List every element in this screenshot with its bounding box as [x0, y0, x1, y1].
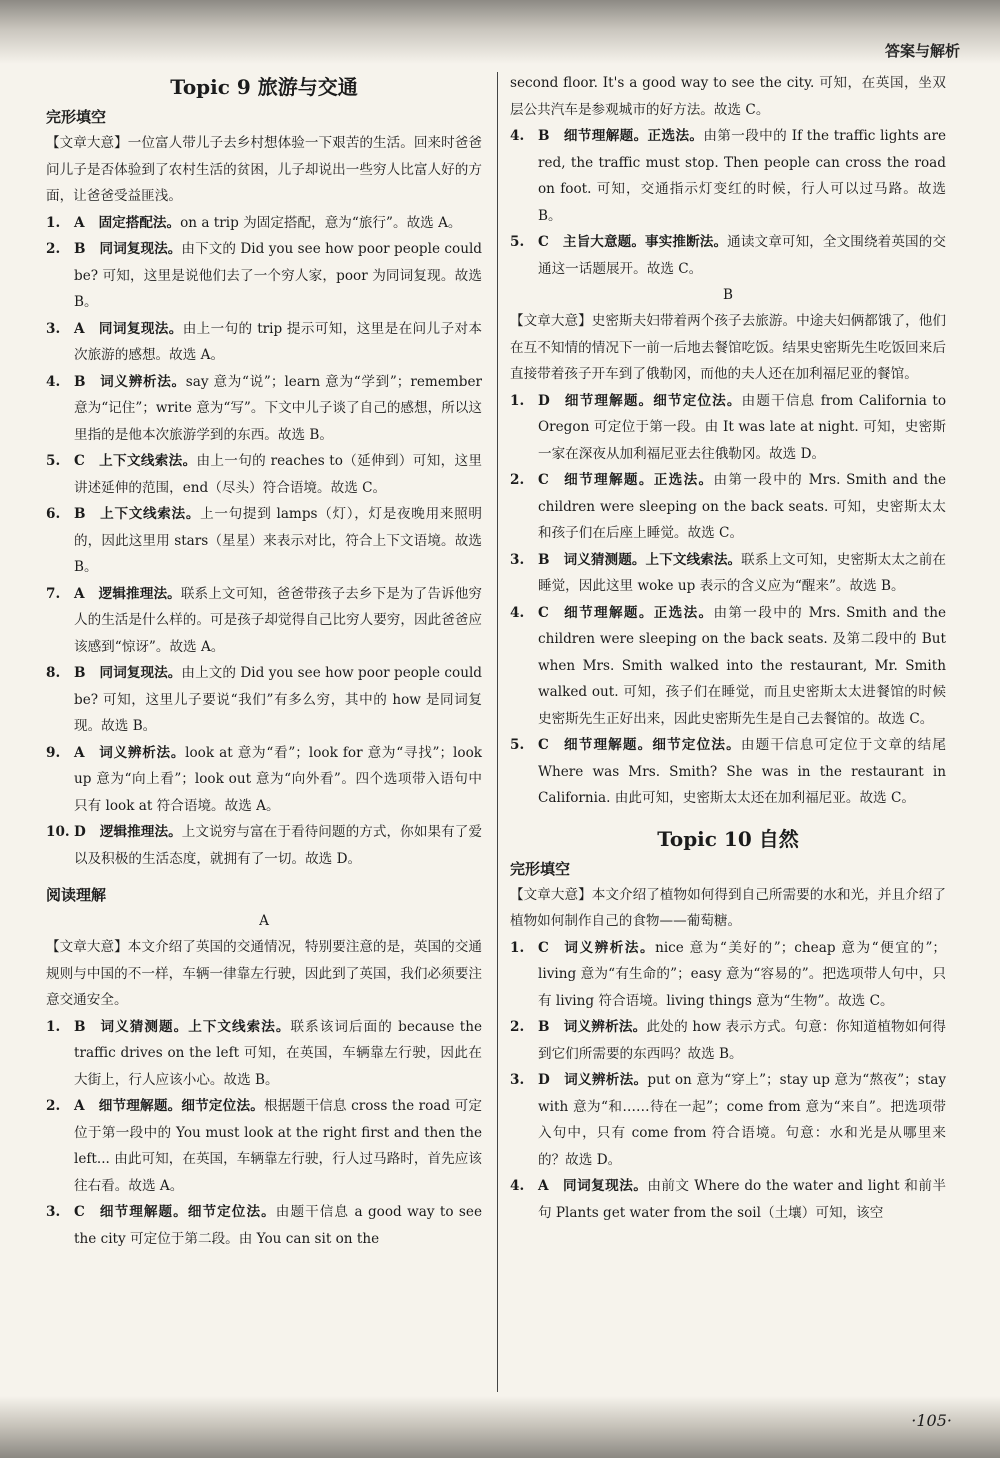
method-label: 逻辑推理法。 — [99, 824, 182, 840]
answer-item — [46, 316, 482, 369]
reading-label: 阅读理解 — [46, 886, 107, 904]
method-label: 词义辨析法。 — [99, 373, 186, 390]
method-label: 词义辨析法。 — [563, 1019, 647, 1035]
continued-explanation: second floor. It's a good way to see the city. 可知，在英国，坐双层公共汽车是参观城市的好方法。故选 C。 — [510, 75, 946, 118]
item-body — [538, 229, 946, 282]
answer-item — [510, 732, 946, 812]
answer-item — [46, 369, 482, 449]
answer-letter: B — [74, 506, 86, 522]
explanation-text: 由上一句的 trip 提示可知，这里是在问儿子对本次旅游的感想。故选 A。 — [74, 320, 482, 363]
answer-letter: C — [538, 737, 549, 753]
item-number: 4. — [510, 128, 525, 144]
item-body — [74, 819, 482, 872]
method-label: 固定搭配法。 — [98, 214, 181, 231]
answer-item — [46, 1199, 482, 1252]
explanation-text: 由下文的 Did you see how poor people could be? 可知，这里是说他们去了一个穷人家，poor 为同词复现。故选 B。 — [74, 241, 483, 310]
method-label: 词义辨析法。 — [562, 939, 656, 956]
explanation-text: nice 意为“美好的”；cheap 意为“便宜的”；living 意为“有生命的”；easy 意为“容易的”。把选项带人句中，只有 living 符合语境。living things 意为“生物”。故选 C。 — [538, 939, 946, 1009]
item-body — [538, 1014, 946, 1067]
explanation-text: 此处的 how 表示方式。句意：你知道植物如何得到它们所需要的东西吗？故选 B。 — [538, 1019, 947, 1062]
method-label: 词义猜测题。上下文线索法。 — [99, 1018, 291, 1035]
explanation-text: 上文说穷与富在于看待问题的方式，你如果有了爱以及积极的生活态度，就拥有了一切。故选 D。 — [74, 824, 483, 867]
answer-item — [510, 600, 946, 733]
topic-10-title: Topic 10 自然 — [657, 826, 799, 851]
answer-letter: D — [74, 824, 86, 840]
explanation-text: put on 意为“穿上”；stay up 意为“熬夜”；stay with 意为“和……待在一起”；come from 意为“来自”。把选项带入句中，只有 come from 符合语境。句意：水和光是从哪里来的？故选 D。 — [538, 1072, 946, 1168]
item-number: 2. — [510, 1019, 525, 1035]
item-number: 4. — [510, 604, 525, 621]
item-body — [74, 448, 482, 501]
header-band — [0, 0, 1000, 64]
method-label: 同词复现法。 — [98, 320, 183, 337]
item-body — [74, 501, 482, 581]
answer-item — [46, 448, 482, 501]
item-body — [538, 123, 946, 229]
answer-letter: A — [74, 744, 85, 761]
explanation-text: 上一句提到 lamps（灯），灯是夜晚用来照明的，因此这里用 stars（星星）来表示对比，符合上下文语境。故选 B。 — [74, 506, 482, 575]
footer-band — [0, 1396, 1000, 1458]
item-number: 1. — [46, 214, 61, 231]
answer-item — [46, 236, 482, 316]
item-number: 6. — [46, 506, 61, 522]
method-label: 上下文线索法。 — [99, 506, 201, 522]
answer-item — [46, 1014, 482, 1094]
answer-letter: B — [74, 665, 86, 681]
item-number: 5. — [510, 234, 525, 250]
item-number: 7. — [46, 585, 61, 602]
explanation-text: 由题干信息 from California to Oregon 可定位于第一段。由 It was late at night. 可知，史密斯一家在深夜从加利福尼亚去往俄勒冈。故选 D。 — [538, 392, 946, 462]
item-number: 1. — [510, 392, 525, 409]
answer-letter: A — [74, 320, 85, 337]
explanation-text: 根据题干信息 cross the road 可定位于第一段中的 You must look at the right first and then the left... 由此可知，在英国，车辆靠左行驶，行人过马路时，首先应该往右看。故选 A。 — [74, 1098, 482, 1194]
item-body — [74, 316, 482, 369]
item-body — [74, 1093, 482, 1199]
answer-item — [46, 819, 482, 872]
method-label: 同词复现法。 — [99, 665, 182, 681]
answer-item — [46, 210, 482, 237]
item-body — [538, 935, 946, 1015]
item-body — [538, 388, 946, 468]
cloze-answer-list — [46, 210, 482, 873]
method-label: 细节理解题。正选法。 — [563, 128, 704, 144]
method-label: 细节理解题。细节定位法。 — [98, 1204, 276, 1220]
explanation-text: 联系上文可知，史密斯太太之前在睡觉，因此这里 woke up 表示的含义应为“醒来”。故选 B。 — [538, 551, 946, 594]
left-column — [46, 70, 482, 1252]
answer-item — [510, 123, 946, 229]
item-number: 1. — [510, 939, 525, 956]
item-body — [538, 1173, 946, 1226]
method-label: 细节理解题。正选法。 — [562, 604, 714, 621]
answer-letter: C — [538, 234, 549, 250]
answer-letter: A — [538, 1178, 549, 1194]
item-number: 2. — [46, 241, 61, 257]
answer-letter: D — [538, 1072, 550, 1088]
item-number: 9. — [46, 744, 61, 761]
explanation-text: 由题干信息 a good way to see the city 可定位于第二段。由 You can sit on the — [74, 1204, 482, 1247]
answer-item — [510, 935, 946, 1015]
answer-item — [46, 660, 482, 740]
answer-letter: A — [74, 585, 85, 602]
item-number: 4. — [46, 373, 61, 390]
explanation-text: 联系上文可知，爸爸带孩子去乡下是为了告诉他穷人的生活是什么样的。可是孩子却觉得自己比穷人要穷，因此爸爸应该感到“惊讶”。故选 A。 — [74, 585, 482, 655]
reading-b-summary: 【文章大意】史密斯夫妇带着两个孩子去旅游。中途夫妇俩都饿了，他们在互不知情的情况下一前一后地去餐馆吃饭。结果史密斯先生吃饭回来后直接带着孩子开车到了俄勒冈，而他的夫人还在加利福尼亚的餐馆。 — [510, 313, 946, 382]
item-body — [74, 740, 482, 820]
item-body — [74, 1014, 482, 1094]
method-label: 细节理解题。细节定位法。 — [98, 1098, 264, 1114]
item-number: 10. — [46, 824, 70, 840]
item-body — [74, 236, 482, 316]
cloze-summary: 【文章大意】一位富人带儿子去乡村想体验一下艰苦的生活。回来时爸爸问儿子是否体验到了农村生活的贫困，儿子却说出一些穷人比富人好的方面，让爸爸受益匪浅。 — [46, 135, 482, 204]
item-number: 3. — [46, 320, 61, 337]
reading-a-summary: 【文章大意】本文介绍了英国的交通情况，特别要注意的是，英国的交通规则与中国的不一样，车辆一律靠左行驶，因此到了英国，我们必须要注意交通安全。 — [46, 939, 482, 1008]
right-column — [510, 70, 946, 1226]
explanation-text: 由第一段中的 Mrs. Smith and the children were sleeping on the back seats. 及第二段中的 But when Mrs. Smith walked into the restaurant, Mr. Smith walked out. 可知，孩子们在睡觉，而且史密斯太太进餐馆的时候史密斯先生正好出来，因此史密斯先生是自己去餐馆的。故选 C。 — [538, 604, 947, 727]
reading-a-label: A — [259, 913, 269, 929]
explanation-text: 联系该词后面的 because the traffic drives on the left 可知，在英国，车辆靠左行驶，因此在大街上，行人应该小心。故选 B。 — [74, 1018, 482, 1088]
item-number: 8. — [46, 665, 61, 681]
answer-letter: B — [538, 551, 550, 568]
explanation-text: look at 意为“看”；look for 意为“寻找”；look up 意为“向上看”；look out 意为“向外看”。四个选项带入语句中只有 look at 符合语境。故选 A。 — [74, 744, 482, 814]
answer-item — [46, 501, 482, 581]
answer-letter: B — [74, 373, 86, 390]
item-body — [74, 210, 482, 237]
explanation-text: 通读文章可知，全文围绕着英国的交通这一话题展开。故选 C。 — [538, 234, 947, 277]
explanation-text: 由第一段中的 Mrs. Smith and the children were sleeping on the back seats. 可知，史密斯太太和孩子们在后座上睡觉。故选 C。 — [538, 472, 947, 541]
topic-9-title: Topic 9 旅游与交通 — [170, 75, 358, 99]
answer-letter: C — [74, 1204, 85, 1220]
item-number: 4. — [510, 1178, 525, 1194]
item-number: 5. — [46, 453, 61, 469]
item-number: 3. — [510, 551, 525, 568]
item-number: 3. — [510, 1072, 525, 1088]
explanation-text: on a trip 为固定搭配，意为“旅行”。故选 A。 — [180, 214, 462, 231]
explanation-text: 由前文 Where do the water and light 和前半句 Plants get water from the soil（土壤）可知，该空 — [538, 1178, 946, 1221]
answer-item — [510, 388, 946, 468]
reading-a-answer-list-cont — [510, 123, 946, 282]
item-body — [538, 600, 946, 733]
answer-letter: D — [538, 392, 550, 409]
method-label: 细节理解题。正选法。 — [562, 472, 714, 488]
item-number: 5. — [510, 737, 525, 753]
item-body — [74, 1199, 482, 1252]
answer-letter: C — [538, 939, 549, 956]
answer-letter: C — [74, 453, 85, 469]
item-body — [538, 1067, 946, 1173]
item-number: 2. — [510, 472, 525, 488]
item-body — [538, 732, 946, 812]
item-body — [538, 547, 946, 600]
method-label: 逻辑推理法。 — [98, 585, 181, 602]
reading-a-answer-list — [46, 1014, 482, 1253]
answer-item — [510, 1173, 946, 1226]
cloze-label: 完形填空 — [46, 108, 107, 126]
item-number: 1. — [46, 1018, 61, 1035]
answer-letter: C — [538, 604, 549, 621]
answer-item — [510, 1014, 946, 1067]
method-label: 词义猜测题。上下文线索法。 — [563, 551, 742, 568]
cloze-answer-list-topic10 — [510, 935, 946, 1227]
explanation-text: say 意为“说”；learn 意为“学到”；remember 意为“记住”；write 意为“写”。下文中儿子谈了自己的感想，所以这里指的是他本次旅游学到的东西。故选 B。 — [74, 373, 482, 443]
column-divider — [497, 72, 498, 1392]
item-number: 3. — [46, 1204, 61, 1220]
method-label: 词义辨析法。 — [563, 1072, 648, 1088]
method-label: 同词复现法。 — [99, 241, 182, 257]
item-body — [538, 467, 946, 547]
reading-b-label: B — [723, 287, 733, 303]
reading-b-answer-list — [510, 388, 946, 812]
answer-item — [46, 581, 482, 661]
item-number: 2. — [46, 1098, 61, 1114]
cloze-summary-topic10: 【文章大意】本文介绍了植物如何得到自己所需要的水和光，并且介绍了植物如何制作自己的食物——葡萄糖。 — [510, 886, 946, 929]
explanation-text: 由上一句的 reaches to（延伸到）可知，这里讲述延伸的范围，end（尽头）符合语境。故选 C。 — [74, 453, 483, 496]
method-label: 词义辨析法。 — [98, 744, 186, 761]
explanation-text: 由第一段中的 If the traffic lights are red, the traffic must stop. Then people can cross the road on foot. 可知，交通指示灯变红的时候，行人可以过马路。故选 B。 — [538, 128, 946, 224]
answer-item — [510, 229, 946, 282]
running-header: 答案与解析 — [884, 42, 960, 60]
answer-item — [46, 1093, 482, 1199]
answer-letter: C — [538, 472, 549, 488]
answer-letter: B — [538, 128, 550, 144]
cloze-label-topic10: 完形填空 — [510, 859, 571, 878]
item-body — [74, 660, 482, 740]
page-number: ·105· — [911, 1411, 952, 1430]
item-body — [74, 369, 482, 449]
answer-item — [510, 467, 946, 547]
answer-letter: B — [74, 1018, 86, 1035]
answer-item — [510, 1067, 946, 1173]
method-label: 上下文线索法。 — [98, 453, 197, 469]
answer-letter: A — [74, 1098, 85, 1114]
explanation-text: 由题干信息可定位于文章的结尾 Where was Mrs. Smith? She was in the restaurant in California. 由此可知，史密斯太太还在加利福尼亚。故选 C。 — [538, 737, 947, 806]
method-label: 细节理解题。细节定位法。 — [563, 392, 742, 409]
method-label: 细节理解题。细节定位法。 — [562, 737, 741, 753]
method-label: 主旨大意题。事实推断法。 — [562, 234, 728, 250]
answer-letter: B — [74, 241, 86, 257]
method-label: 同词复现法。 — [562, 1178, 648, 1194]
item-body — [74, 581, 482, 661]
answer-letter: A — [74, 214, 85, 231]
answer-item — [510, 547, 946, 600]
answer-letter: B — [538, 1019, 550, 1035]
explanation-text: 由上文的 Did you see how poor people could be? 可知，这里儿子要说“我们”有多么穷，其中的 how 是同词复现。故选 B。 — [74, 665, 483, 734]
answer-item — [46, 740, 482, 820]
